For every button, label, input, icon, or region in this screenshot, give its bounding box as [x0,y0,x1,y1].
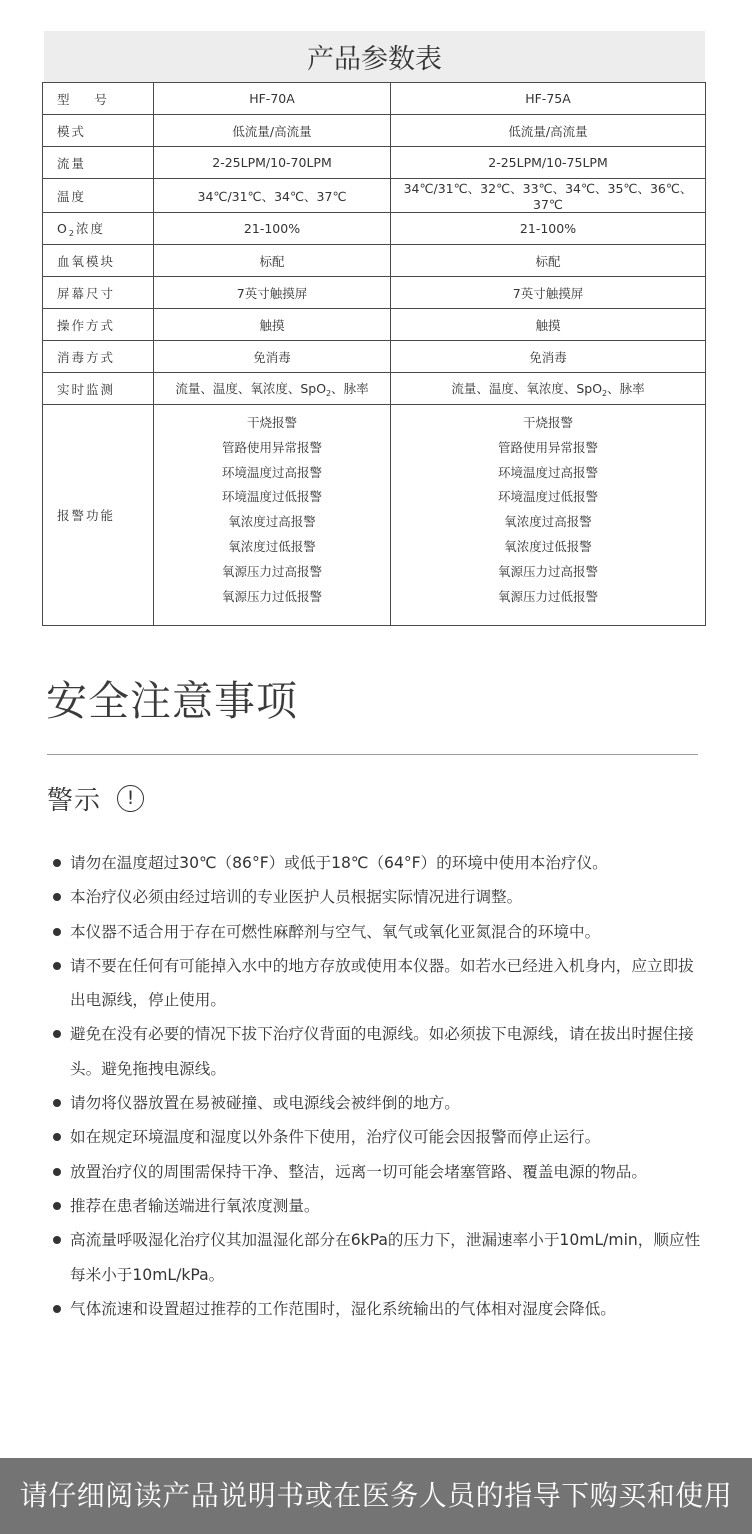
list-item: 氧浓度过高报警 [228,514,316,530]
row-label [43,83,154,115]
spec-table-title: 产品参数表 [44,31,705,82]
safety-section-title: 安全注意事项 [46,677,298,725]
list-item: 干烧报警 [522,415,573,430]
table-cell: 低流量/高流量 [154,115,391,147]
table-row [43,179,706,213]
row-label: 实时监测 [43,373,154,405]
list-item: 环境温度过低报警 [221,489,322,505]
table-cell [391,373,706,405]
table-row [43,147,706,179]
o2-prefix: O [57,221,69,236]
list-item: 请勿将仪器放置在易被碰撞、或电源线会被绊倒的地方。 [47,1086,707,1120]
table-row [43,309,706,341]
list-item: 放置治疗仪的周围需保持干净、整洁，远离一切可能会堵塞管路、覆盖电源的物品。 [47,1155,707,1189]
list-item: 请不要在任何有可能掉入水中的地方存放或使用本仪器。如若水已经进入机身内，应立即拔出电源线，停止使用。 [47,949,707,1018]
o2-sub: 2 [68,229,76,238]
table-row [43,373,706,405]
row-label-o2 [43,213,154,245]
list-item: 本仪器不适合用于存在可燃性麻醉剂与空气、氧气或氧化亚氮混合的环境中。 [47,915,707,949]
list-item: 氧源压力过低报警 [497,588,598,604]
list-item: 干烧报警 [246,415,297,430]
cell-hf75a: HF-75A [391,83,706,115]
table-cell: 免消毒 [154,341,391,373]
o2-suffix: 浓度 [75,221,105,236]
table-cell: 触摸 [154,309,391,341]
list-item: 环境温度过高报警 [221,464,322,480]
table-row [43,277,706,309]
list-item: 氧源压力过高报警 [221,563,322,579]
spec-table [42,82,706,626]
row-label: 消毒方式 [43,341,154,373]
alarm-cell [391,405,706,626]
row-label: 流量 [43,147,154,179]
row-label: 温度 [43,179,154,213]
list-item: 高流量呼吸湿化治疗仪其加温湿化部分在6kPa的压力下，泄漏速率小于10mL/min，顺应性每米小于10mL/kPa。 [47,1223,707,1292]
row-label: 屏幕尺寸 [43,277,154,309]
table-cell: 21-100% [391,213,706,245]
table-cell: 标配 [154,245,391,277]
list-item: 管路使用异常报警 [497,439,598,455]
table-cell: 7英寸触摸屏 [391,277,706,309]
table-cell [154,373,391,405]
list-item: 氧源压力过低报警 [221,588,322,604]
list-item: 请勿在温度超过30℃（86°F）或低于18℃（64°F）的环境中使用本治疗仪。 [47,846,707,880]
row-label: 操作方式 [43,309,154,341]
list-item: 氧源压力过高报警 [497,563,598,579]
divider [47,754,698,755]
list-item: 管路使用异常报警 [221,439,322,455]
safety-notes-list [47,846,707,1326]
row-label-model: 型 号 [57,91,109,107]
table-row [43,83,706,115]
warning-heading [47,780,144,816]
list-item: 环境温度过低报警 [497,489,598,505]
cell-hf70a: HF-70A [154,83,391,115]
table-row [43,213,706,245]
row-label: 模式 [43,115,154,147]
monitor-prefix: 流量、温度、氧浓度、SpO [175,381,327,396]
table-cell: 34℃/31℃、34℃、37℃ [154,179,391,213]
list-item: 环境温度过高报警 [497,464,598,480]
table-cell: 2-25LPM/10-75LPM [391,147,706,179]
warning-label: 警示 [47,785,102,816]
table-row [43,115,706,147]
table-cell: 免消毒 [391,341,706,373]
monitor-sub: 2 [602,389,608,398]
monitor-sub: 2 [326,389,332,398]
row-label-alarm: 报警功能 [43,405,154,626]
table-row [43,245,706,277]
alarm-list [154,405,390,625]
exclamation-circle-icon: ! [117,785,144,812]
list-item: 避免在没有必要的情况下拔下治疗仪背面的电源线。如必须拔下电源线，请在拔出时握住接头。避免拖拽电源线。 [47,1017,707,1086]
alarm-cell [154,405,391,626]
monitor-suffix: 、脉率 [331,381,369,396]
list-item: 本治疗仪必须由经过培训的专业医护人员根据实际情况进行调整。 [47,880,707,914]
list-item: 推荐在患者输送端进行氧浓度测量。 [47,1189,707,1223]
table-cell: 2-25LPM/10-70LPM [154,147,391,179]
table-cell: 标配 [391,245,706,277]
table-cell: 34℃/31℃、32℃、33℃、34℃、35℃、36℃、37℃ [391,179,706,213]
list-item: 气体流速和设置超过推荐的工作范围时，湿化系统输出的气体相对湿度会降低。 [47,1292,707,1326]
table-row [43,341,706,373]
table-cell: 触摸 [391,309,706,341]
list-item: 氧浓度过低报警 [504,538,592,554]
list-item: 氧浓度过低报警 [228,538,316,554]
table-cell: 7英寸触摸屏 [154,277,391,309]
alarm-list [391,405,705,625]
footer-banner: 请仔细阅读产品说明书或在医务人员的指导下购买和使用 [0,1458,752,1534]
table-row-alarm [43,405,706,626]
list-item: 如在规定环境温度和湿度以外条件下使用，治疗仪可能会因报警而停止运行。 [47,1120,707,1154]
table-cell: 低流量/高流量 [391,115,706,147]
row-label: 血氧模块 [43,245,154,277]
monitor-suffix: 、脉率 [607,381,645,396]
monitor-prefix: 流量、温度、氧浓度、SpO [451,381,603,396]
table-cell: 21-100% [154,213,391,245]
list-item: 氧浓度过高报警 [504,514,592,530]
